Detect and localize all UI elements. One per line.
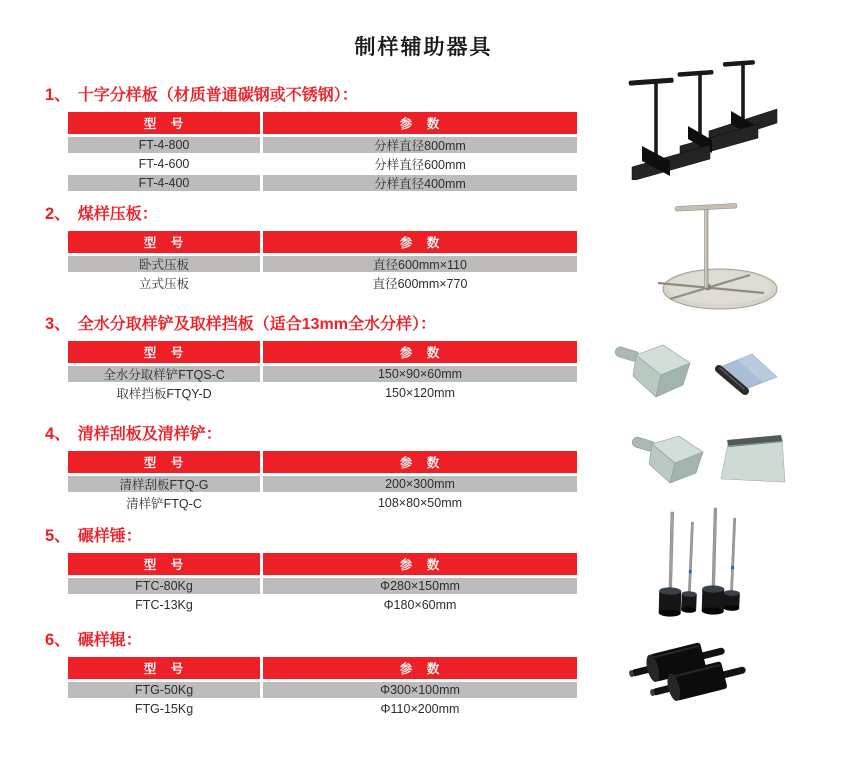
column-header-model: 型 号: [68, 553, 263, 575]
model-cell: FT-4-400: [68, 175, 263, 191]
model-cell: FTC-80Kg: [68, 578, 263, 594]
section-cleaning-scraper: [45, 425, 577, 511]
table-row: [68, 256, 577, 272]
cleaning-scoop-and-scraper-image: [625, 432, 795, 490]
section-number: 6、: [45, 631, 71, 649]
model-cell: 卧式压板: [68, 256, 263, 272]
vertical-sample-press-image: [648, 196, 793, 314]
section-sample-roller: [45, 631, 577, 717]
section-coal-press: [45, 205, 577, 291]
model-cell: 清样刮板FTQ-G: [68, 476, 263, 492]
section-number: 2、: [45, 205, 71, 223]
section-heading: [45, 86, 577, 105]
column-header-param: 参 数: [263, 451, 577, 473]
column-header-model: 型 号: [68, 231, 263, 253]
vertical-sample-press-image: [648, 196, 793, 314]
table-row: [68, 476, 577, 492]
table-header-row: [68, 657, 577, 679]
section-title: 十字分样板（材质普通碳钢或不锈钢）：: [77, 87, 358, 104]
table-row: [68, 682, 577, 698]
model-cell: FTG-15Kg: [68, 701, 263, 717]
table-row: [68, 175, 577, 191]
param-cell: 直径600mm×770: [372, 277, 468, 291]
table-header-row: [68, 112, 577, 134]
param-cell: 200×300mm: [263, 476, 577, 492]
param-cell: 150×90×60mm: [263, 366, 577, 382]
param-cell: 分样直径800mm: [263, 137, 577, 153]
model-cell: FTC-13Kg: [68, 597, 263, 613]
section-heading: [45, 205, 577, 224]
column-header-model: 型 号: [68, 112, 263, 134]
param-cell: 直径600mm×110: [263, 256, 577, 272]
moisture-scoop-and-guard-plate-image: [612, 342, 787, 402]
section-cross-dividers: [45, 86, 577, 191]
param-cell: Φ280×150mm: [263, 578, 577, 594]
table-row: [68, 578, 577, 594]
spec-table: [68, 231, 577, 291]
section-title: 煤样压板：: [77, 206, 158, 223]
model-cell: FT-4-800: [68, 137, 263, 153]
table-header-row: [68, 451, 577, 473]
sample-rollers-image: [620, 642, 750, 712]
section-title: 碾样锤：: [77, 528, 142, 545]
spec-table: [68, 553, 577, 613]
section-number: 5、: [45, 527, 71, 545]
table-row: [68, 597, 577, 613]
model-cell: 立式压板: [68, 275, 263, 291]
section-title: 碾样辊：: [77, 632, 142, 649]
column-header-param: 参 数: [263, 231, 577, 253]
param-cell: 150×120mm: [385, 386, 455, 400]
column-header-model: 型 号: [68, 341, 263, 363]
column-header-param: 参 数: [263, 657, 577, 679]
table-row: [68, 366, 577, 382]
model-cell: FTG-50Kg: [68, 682, 263, 698]
moisture-scoop-and-guard-plate-image: [612, 342, 787, 402]
table-header-row: [68, 231, 577, 253]
section-heading: [45, 631, 577, 650]
param-cell: Φ180×60mm: [383, 598, 457, 612]
table-row: [68, 495, 577, 511]
section-number: 3、: [45, 315, 71, 333]
section-heading: [45, 425, 577, 444]
section-title: 全水分取样铲及取样挡板（适合13mm全水分样）：: [77, 316, 436, 333]
cleaning-scoop-and-scraper-image: [625, 432, 795, 490]
table-row: [68, 701, 577, 717]
section-number: 1、: [45, 86, 71, 104]
table-row: [68, 137, 577, 153]
section-title: 清样刮板及清样铲：: [77, 426, 222, 443]
table-header-row: [68, 341, 577, 363]
sample-hammers-image: [655, 506, 745, 621]
column-header-model: 型 号: [68, 451, 263, 473]
cross-sample-dividers-image: [626, 55, 786, 180]
section-number: 4、: [45, 425, 71, 443]
param-cell: Φ110×200mm: [380, 702, 460, 716]
section-sample-hammer: [45, 527, 577, 613]
param-cell: 108×80×50mm: [377, 496, 463, 510]
model-cell: 清样铲FTQ-C: [68, 495, 263, 511]
spec-table: [68, 657, 577, 717]
model-cell: 取样挡板FTQY-D: [68, 385, 263, 401]
param-cell: 分样直径600mm: [374, 158, 466, 172]
spec-table: [68, 341, 577, 401]
section-heading: [45, 315, 577, 334]
section-moisture-scoop: [45, 315, 577, 401]
model-cell: FT-4-600: [68, 156, 263, 172]
sample-hammers-image: [655, 506, 745, 621]
column-header-param: 参 数: [263, 112, 577, 134]
column-header-param: 参 数: [263, 341, 577, 363]
sample-rollers-image: [620, 642, 750, 712]
param-cell: Φ300×100mm: [263, 682, 577, 698]
column-header-param: 参 数: [263, 553, 577, 575]
table-row: [68, 156, 577, 172]
param-cell: 分样直径400mm: [263, 175, 577, 191]
page-title: 制样辅助器具: [354, 36, 493, 59]
section-heading: [45, 527, 577, 546]
model-cell: 全水分取样铲FTQS-C: [68, 366, 263, 382]
spec-table: [68, 112, 577, 191]
table-row: [68, 275, 577, 291]
table-header-row: [68, 553, 577, 575]
cross-sample-dividers-image: [626, 55, 786, 180]
table-row: [68, 385, 577, 401]
content-column: [45, 86, 577, 720]
spec-table: [68, 451, 577, 511]
column-header-model: 型 号: [68, 657, 263, 679]
